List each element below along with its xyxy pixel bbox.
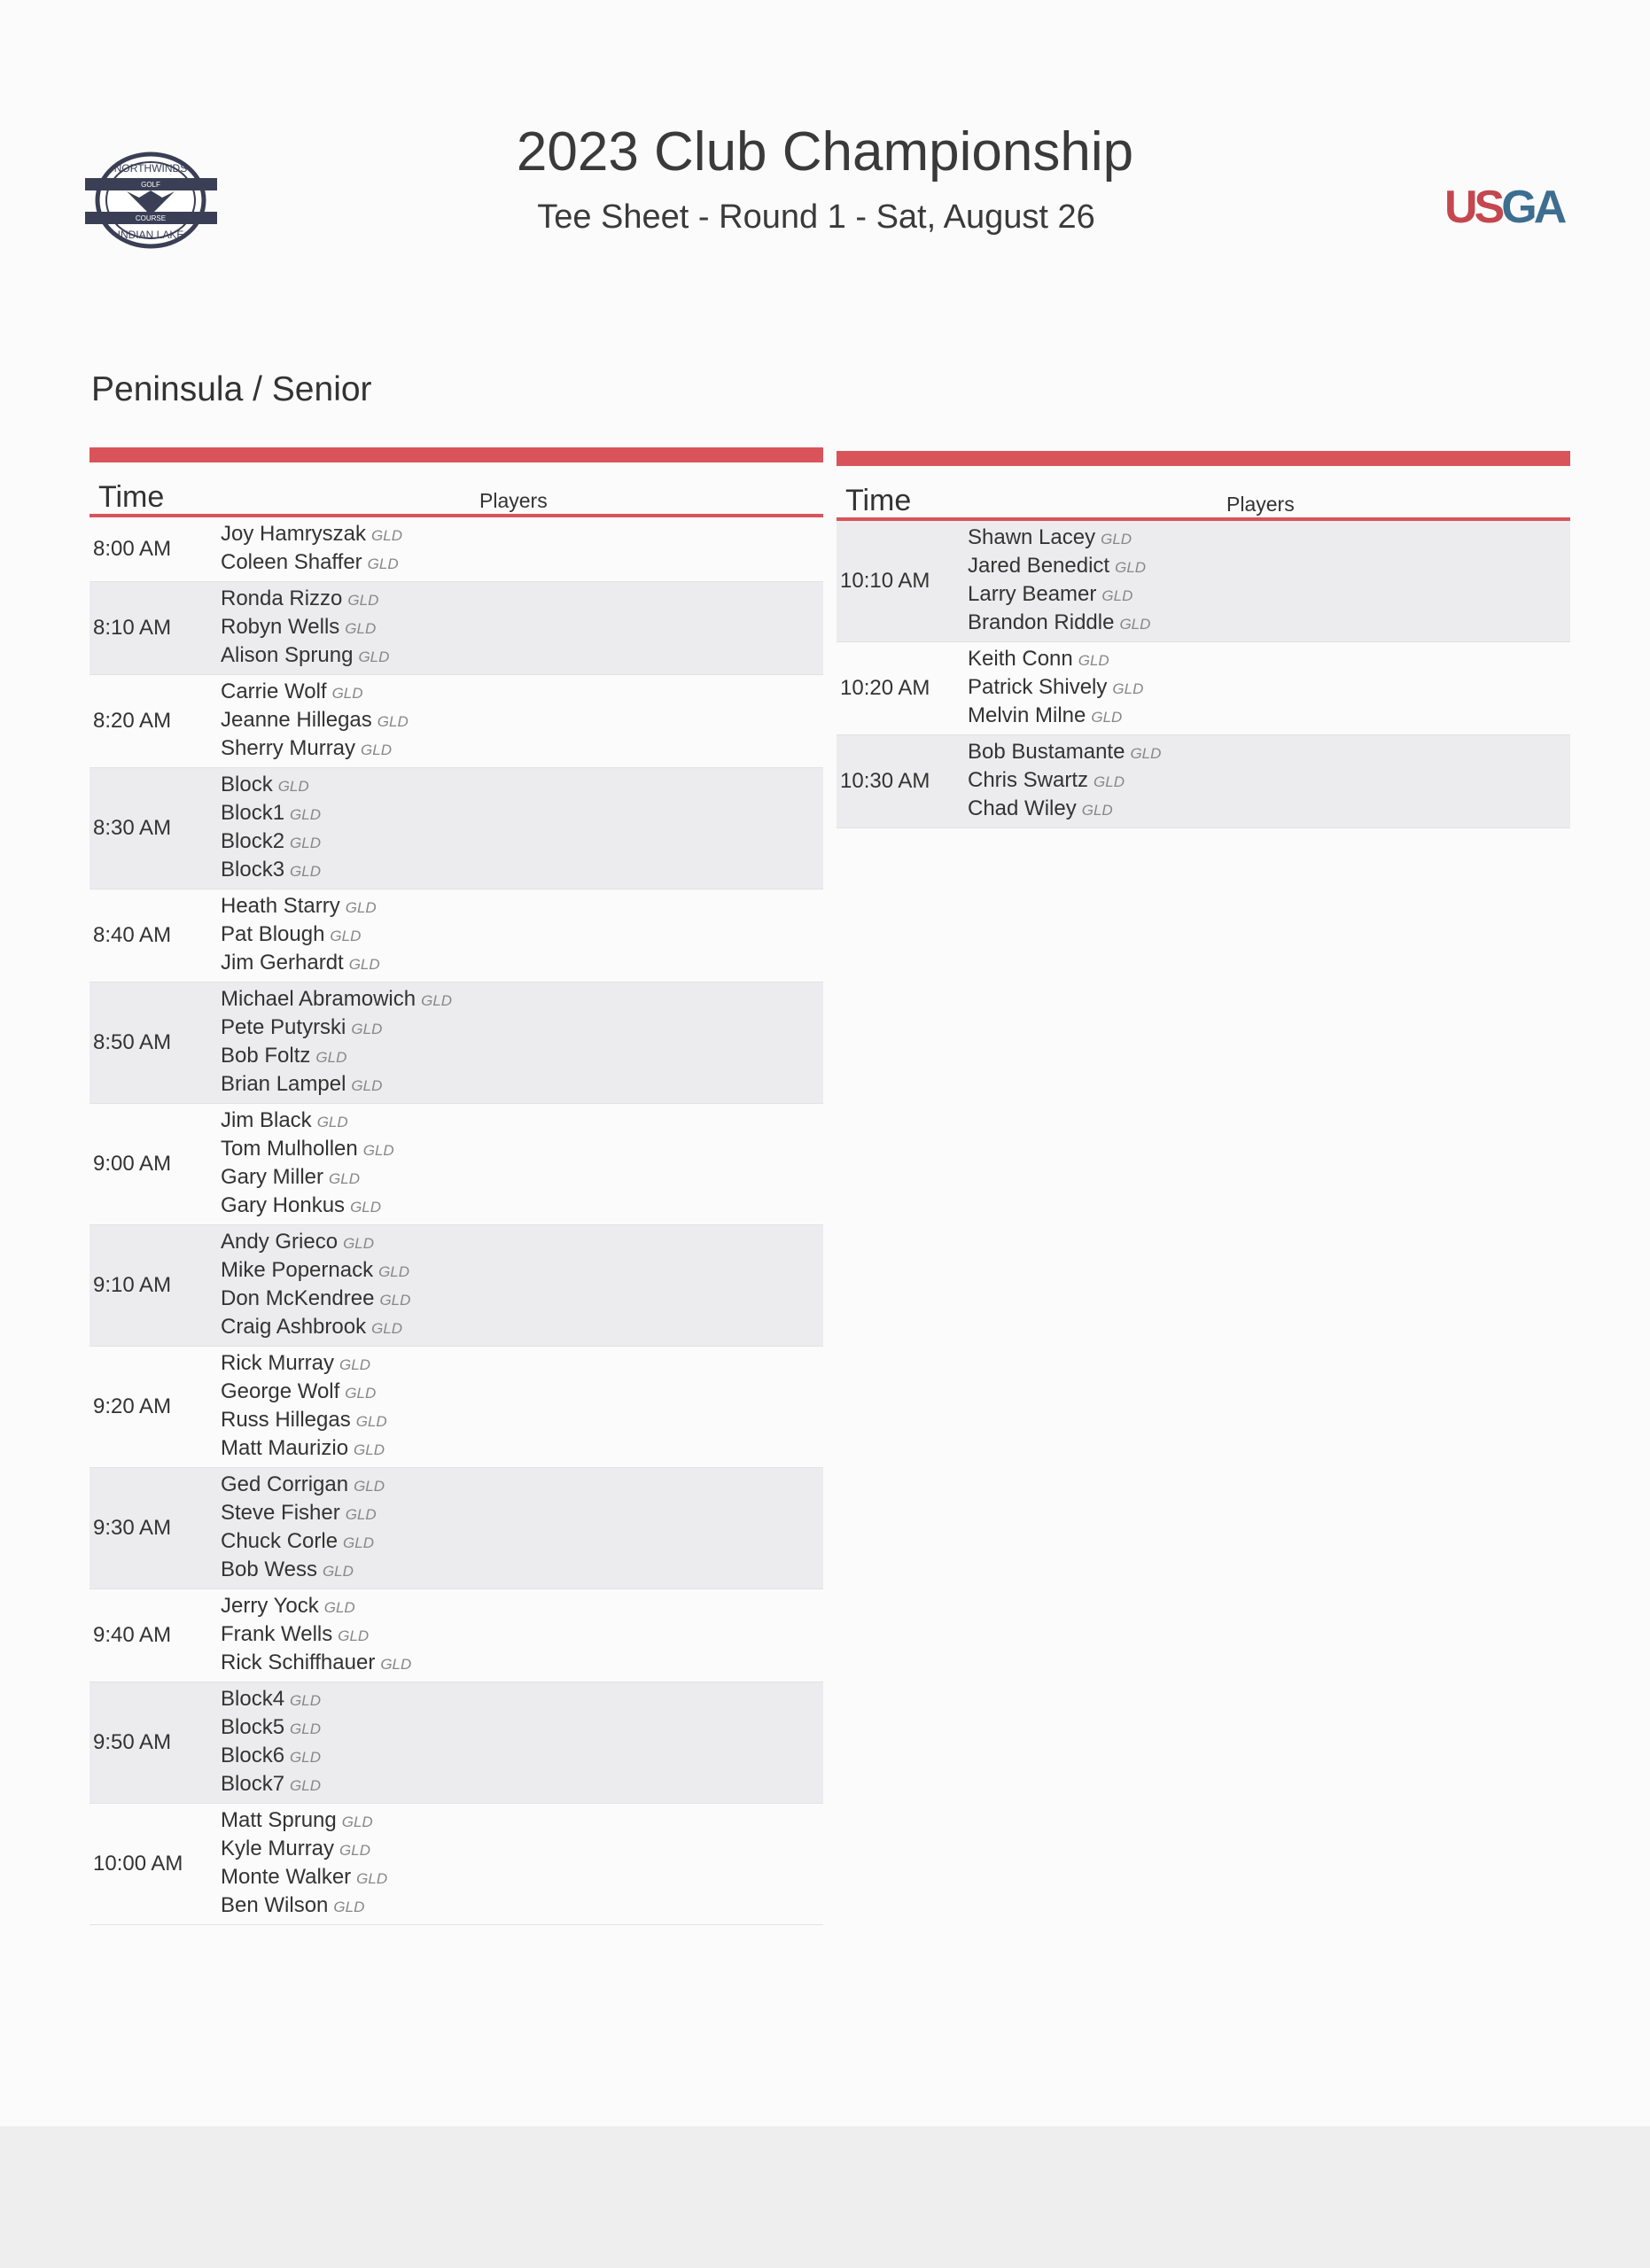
player-tag: GLD <box>277 778 309 795</box>
player-name: Larry Beamer <box>968 582 1097 606</box>
player-name: Craig Ashbrook <box>221 1315 367 1339</box>
player-tag: GLD <box>348 956 380 973</box>
tee-time: 9:30 AM <box>93 1516 172 1540</box>
player-name: Rick Schiffhauer <box>221 1651 376 1674</box>
player-name: Pat Blough <box>221 922 325 946</box>
tee-time-row <box>90 1347 823 1468</box>
player-name: Heath Starry <box>221 894 340 918</box>
player-name: Keith Conn <box>968 647 1073 671</box>
player-entry <box>221 1500 385 1528</box>
player-entry <box>221 1257 410 1285</box>
player-entry <box>221 800 321 828</box>
player-entry <box>221 893 380 921</box>
player-name: Block6 <box>221 1744 285 1767</box>
player-name: Ged Corrigan <box>221 1472 349 1496</box>
player-name: Joy Hamryszak <box>221 522 367 546</box>
player-name: Bob Wess <box>221 1557 317 1581</box>
player-entry <box>221 1014 452 1043</box>
player-name: Block7 <box>221 1772 285 1796</box>
player-entry <box>221 1528 385 1557</box>
player-tag: GLD <box>329 1170 360 1187</box>
player-name: Frank Wells <box>221 1622 333 1646</box>
player-entry <box>221 1807 387 1836</box>
player-group <box>221 1686 321 1799</box>
player-tag: GLD <box>290 1777 322 1794</box>
player-name: Patrick Shively <box>968 675 1108 699</box>
svg-text:COURSE: COURSE <box>135 214 167 222</box>
tee-time: 8:40 AM <box>93 923 172 947</box>
page-title: 2023 Club Championship <box>516 121 1134 183</box>
tee-times-table-right <box>837 451 1570 828</box>
player-tag: GLD <box>1119 616 1151 633</box>
player-name: Jared Benedict <box>968 554 1110 578</box>
player-name: Block5 <box>221 1715 285 1739</box>
table-header <box>90 462 823 517</box>
player-entry <box>968 739 1161 767</box>
tee-time-row <box>90 768 823 889</box>
player-group <box>221 521 402 578</box>
player-tag: GLD <box>351 1077 383 1094</box>
tee-time: 10:30 AM <box>840 769 930 793</box>
player-name: Ronda Rizzo <box>221 586 343 610</box>
player-entry <box>968 581 1150 610</box>
player-tag: GLD <box>322 1563 354 1580</box>
player-tag: GLD <box>290 1692 322 1709</box>
player-name: Russ Hillegas <box>221 1408 351 1432</box>
player-entry <box>221 586 389 614</box>
player-name: Block2 <box>221 829 285 853</box>
player-group <box>221 1593 411 1678</box>
tee-time-row <box>837 735 1570 828</box>
player-entry <box>221 1229 410 1257</box>
player-tag: GLD <box>343 1235 375 1252</box>
tee-time-row <box>90 517 823 582</box>
player-name: Rick Murray <box>221 1351 335 1375</box>
player-tag: GLD <box>316 1114 348 1130</box>
player-tag: GLD <box>1091 709 1123 726</box>
player-tag: GLD <box>1101 587 1133 604</box>
player-name: Carrie Wolf <box>221 680 327 703</box>
player-entry <box>221 1836 387 1864</box>
player-name: Jim Gerhardt <box>221 951 344 975</box>
tee-time: 9:40 AM <box>93 1623 172 1647</box>
player-entry <box>221 1071 452 1099</box>
player-tag: GLD <box>367 555 399 572</box>
svg-text:GOLF: GOLF <box>141 181 160 189</box>
player-entry <box>221 950 380 978</box>
player-entry <box>221 772 321 800</box>
player-group <box>221 986 452 1099</box>
usga-logo: USGA <box>1444 182 1564 233</box>
player-name: Pete Putyrski <box>221 1015 346 1039</box>
tee-time: 9:10 AM <box>93 1273 172 1297</box>
player-tag: GLD <box>355 1413 387 1430</box>
table-body <box>90 517 823 1925</box>
player-group <box>221 893 380 978</box>
player-tag: GLD <box>351 1021 383 1037</box>
player-name: Bob Foltz <box>221 1044 311 1068</box>
player-name: Gary Honkus <box>221 1193 346 1217</box>
player-name: Matt Sprung <box>221 1808 337 1832</box>
tee-time: 8:10 AM <box>93 616 172 640</box>
player-tag: GLD <box>345 1506 377 1523</box>
tee-time-row <box>90 582 823 675</box>
player-entry <box>221 1407 387 1435</box>
tee-time-row <box>90 1589 823 1682</box>
player-entry <box>221 857 321 885</box>
player-tag: GLD <box>361 742 392 758</box>
tee-time: 8:30 AM <box>93 816 172 840</box>
player-entry <box>221 1136 394 1164</box>
player-name: George Wolf <box>221 1379 340 1403</box>
player-entry <box>968 524 1150 553</box>
tee-time-row <box>837 642 1570 735</box>
player-entry <box>221 521 402 549</box>
player-tag: GLD <box>323 1599 355 1616</box>
player-name: Chris Swartz <box>968 768 1089 792</box>
player-name: Steve Fisher <box>221 1501 340 1525</box>
player-name: Bob Bustamante <box>968 740 1125 764</box>
player-entry <box>221 1472 385 1500</box>
player-tag: GLD <box>315 1049 347 1066</box>
player-entry <box>968 646 1143 674</box>
player-entry <box>221 1864 387 1892</box>
player-entry <box>221 1557 385 1585</box>
section-title: Peninsula / Senior <box>91 370 372 408</box>
player-tag: GLD <box>1101 531 1132 548</box>
tee-time: 10:00 AM <box>93 1852 183 1876</box>
scan-bottom-margin <box>0 2126 1650 2268</box>
player-group <box>221 772 321 885</box>
player-name: Coleen Shaffer <box>221 550 362 574</box>
player-name: Chad Wiley <box>968 796 1077 820</box>
player-entry <box>221 1743 321 1771</box>
player-entry <box>968 610 1150 638</box>
player-entry <box>221 707 409 735</box>
tee-time: 8:50 AM <box>93 1030 172 1054</box>
player-entry <box>968 796 1161 824</box>
player-tag: GLD <box>345 620 377 637</box>
player-tag: GLD <box>331 685 363 702</box>
player-tag: GLD <box>290 1720 322 1737</box>
tee-time-row <box>90 675 823 768</box>
player-name: Don McKendree <box>221 1286 375 1310</box>
player-name: Block3 <box>221 858 285 882</box>
player-tag: GLD <box>1094 773 1125 790</box>
player-tag: GLD <box>347 592 379 609</box>
player-entry <box>221 1314 410 1342</box>
player-tag: GLD <box>339 1842 370 1859</box>
tee-time-row <box>90 1225 823 1347</box>
player-tag: GLD <box>371 1320 403 1337</box>
player-entry <box>221 921 380 950</box>
player-entry <box>221 1107 394 1136</box>
player-tag: GLD <box>345 899 377 916</box>
player-tag: GLD <box>290 806 322 823</box>
page-subtitle: Tee Sheet - Round 1 - Sat, August 26 <box>537 198 1095 236</box>
player-tag: GLD <box>378 1263 410 1280</box>
player-entry <box>221 1350 387 1379</box>
table-accent-bar <box>90 447 823 462</box>
player-tag: GLD <box>379 1292 411 1309</box>
player-entry <box>221 986 452 1014</box>
player-entry <box>221 1285 410 1314</box>
player-name: Shawn Lacey <box>968 525 1096 549</box>
player-name: Sherry Murray <box>221 736 356 760</box>
player-tag: GLD <box>290 835 322 851</box>
player-tag: GLD <box>354 1478 385 1495</box>
player-tag: GLD <box>338 1627 370 1644</box>
tee-time: 10:20 AM <box>840 676 930 700</box>
player-entry <box>221 1892 387 1921</box>
player-entry <box>221 1379 387 1407</box>
tee-time: 9:20 AM <box>93 1394 172 1418</box>
tee-time: 10:10 AM <box>840 569 930 593</box>
player-tag: GLD <box>380 1656 412 1673</box>
column-header-time: Time <box>845 484 912 517</box>
player-group <box>221 1229 410 1342</box>
player-entry <box>221 1714 321 1743</box>
player-entry <box>221 1771 321 1799</box>
tee-time-row <box>90 889 823 983</box>
player-entry <box>221 735 409 764</box>
player-name: Brian Lampel <box>221 1072 346 1096</box>
player-name: Jerry Yock <box>221 1594 319 1618</box>
player-name: Jeanne Hillegas <box>221 708 372 732</box>
svg-text:NORTHWINDS: NORTHWINDS <box>113 162 188 175</box>
tee-time-row <box>837 521 1570 642</box>
player-entry <box>221 614 389 642</box>
player-name: Mike Popernack <box>221 1258 374 1282</box>
tee-time: 8:20 AM <box>93 709 172 733</box>
tee-time-row <box>90 1682 823 1804</box>
player-name: Michael Abramowich <box>221 987 416 1011</box>
player-tag: GLD <box>421 992 453 1009</box>
table-header <box>837 466 1570 521</box>
player-name: Ben Wilson <box>221 1893 329 1917</box>
player-entry <box>968 674 1143 703</box>
player-group <box>221 1350 387 1464</box>
player-tag: GLD <box>290 863 322 880</box>
player-entry <box>221 1621 411 1650</box>
tee-time-row <box>90 1468 823 1589</box>
table-body <box>837 521 1570 828</box>
player-tag: GLD <box>290 1749 322 1766</box>
player-tag: GLD <box>377 713 409 730</box>
player-tag: GLD <box>358 649 390 665</box>
player-entry <box>221 1164 394 1192</box>
player-name: Block1 <box>221 801 285 825</box>
player-name: Brandon Riddle <box>968 610 1115 634</box>
player-group <box>221 679 409 764</box>
player-entry <box>221 828 321 857</box>
player-entry <box>221 1192 394 1221</box>
column-header-players: Players <box>1226 493 1295 516</box>
player-name: Chuck Corle <box>221 1529 339 1553</box>
player-name: Matt Maurizio <box>221 1436 349 1460</box>
player-tag: GLD <box>356 1870 388 1887</box>
player-group <box>968 739 1161 824</box>
player-entry <box>221 1686 321 1714</box>
tee-time-row <box>90 983 823 1104</box>
player-name: Gary Miller <box>221 1165 324 1189</box>
player-tag: GLD <box>1078 652 1109 669</box>
player-tag: GLD <box>330 928 362 944</box>
player-name: Block4 <box>221 1687 285 1711</box>
player-name: Kyle Murray <box>221 1837 335 1860</box>
player-entry <box>968 767 1161 796</box>
player-tag: GLD <box>339 1356 370 1373</box>
tee-time: 8:00 AM <box>93 537 172 561</box>
player-tag: GLD <box>341 1814 373 1830</box>
player-tag: GLD <box>333 1899 365 1915</box>
player-entry <box>221 1650 411 1678</box>
svg-text:INDIAN LAKE: INDIAN LAKE <box>117 229 184 241</box>
player-group <box>221 1807 387 1921</box>
player-name: Monte Walker <box>221 1865 352 1889</box>
player-name: Tom Mulhollen <box>221 1137 358 1161</box>
column-header-time: Time <box>98 480 165 514</box>
player-entry <box>221 679 409 707</box>
player-tag: GLD <box>354 1441 385 1458</box>
player-group <box>221 1107 394 1221</box>
player-tag: GLD <box>371 527 402 544</box>
player-group <box>221 586 389 671</box>
tee-time: 9:50 AM <box>93 1730 172 1754</box>
player-tag: GLD <box>1130 745 1162 762</box>
player-group <box>968 646 1143 731</box>
player-name: Andy Grieco <box>221 1230 339 1254</box>
player-tag: GLD <box>345 1385 377 1402</box>
table-accent-bar <box>837 451 1570 466</box>
player-entry <box>221 1043 452 1071</box>
player-group <box>221 1472 385 1585</box>
player-name: Alison Sprung <box>221 643 354 667</box>
tee-time: 9:00 AM <box>93 1152 172 1176</box>
player-tag: GLD <box>350 1199 382 1216</box>
column-header-players: Players <box>479 489 548 512</box>
player-tag: GLD <box>343 1534 375 1551</box>
player-entry <box>221 549 402 578</box>
player-tag: GLD <box>1115 559 1147 576</box>
tee-time-row <box>90 1804 823 1925</box>
player-group <box>968 524 1150 638</box>
player-name: Robyn Wells <box>221 615 340 639</box>
player-name: Jim Black <box>221 1108 312 1132</box>
tee-time-row <box>90 1104 823 1225</box>
player-entry <box>221 642 389 671</box>
player-name: Block <box>221 773 273 796</box>
tee-times-table-left <box>90 447 823 1925</box>
player-entry <box>968 553 1150 581</box>
player-entry <box>221 1435 387 1464</box>
player-name: Melvin Milne <box>968 703 1086 727</box>
player-entry <box>968 703 1143 731</box>
player-entry <box>221 1593 411 1621</box>
player-tag: GLD <box>1081 802 1113 819</box>
player-tag: GLD <box>362 1142 394 1159</box>
player-tag: GLD <box>1112 680 1144 697</box>
